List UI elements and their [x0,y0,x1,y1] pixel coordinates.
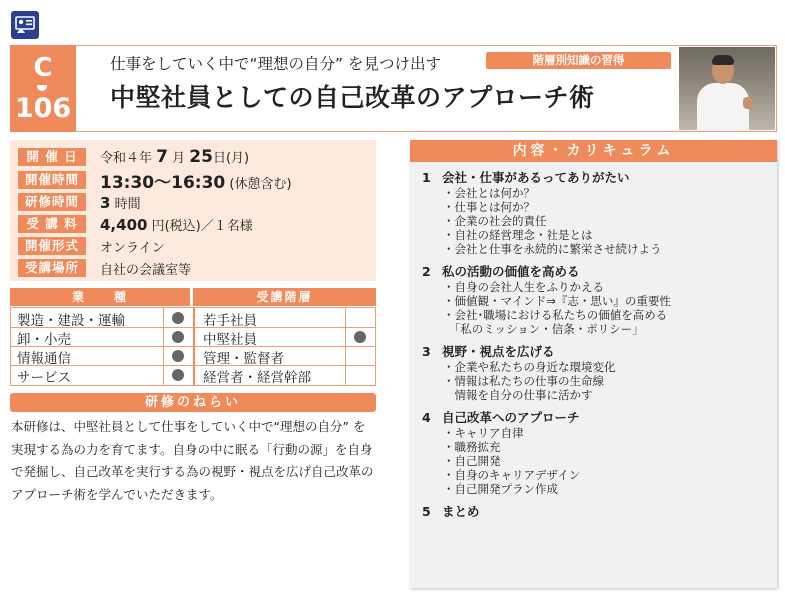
level-cell: 中堅社員 [203,332,257,348]
aim-text [11,416,377,506]
industry-header: 業 種 [10,288,190,306]
level-cell: 経営者・経営幹部 [203,370,311,386]
hours-unit: 時間 [114,196,141,212]
curriculum-item: ・企業や私たちの身近な環境変化 [443,360,616,374]
time-range: 13:30～16:30 [100,172,226,193]
info-row-place [18,259,191,277]
info-row-hours [18,193,141,211]
presentation-icon [11,11,39,39]
course-subtitle: 仕事をしていく中で“理想の自分” を見つけ出す [110,55,441,73]
info-row-date [18,148,249,166]
curriculum-item: ・企業の社会的責任 [443,214,547,228]
instructor-photo [679,47,775,130]
level-mark [354,331,366,343]
industry-mark [172,369,184,381]
badge-notch [37,85,47,91]
curriculum-item: ・仕事とは何か？ [443,200,535,214]
curriculum-header: 内容・カリキュラム [410,140,777,162]
fee-label: 受 講 料 [18,215,86,233]
curriculum-item: ・自社の経営理念・社是とは [443,228,593,242]
hours-value [100,193,141,212]
level-cell: 若手社員 [203,313,257,329]
industry-cell: 情報通信 [17,351,71,367]
aim-line: 実現する為の力を育てます。自身の中に眠る「行動の源」を自身 [11,441,373,457]
curriculum-item: ・自己開発プラン作成 [443,482,558,496]
curriculum-section-title: 2 私の活動の価値を高める [422,264,580,279]
fee-unit: 円(税込)／１名様 [151,218,253,234]
place-label: 受講場所 [18,259,86,277]
date-era: 令和４年 [100,151,153,166]
industry-cell: 製造・建設・運輸 [17,313,125,329]
curriculum-item: ・自身のキャリアデザイン [443,468,581,482]
industry-mark [172,312,184,324]
curriculum-item: 「私のミッション・信条・ポリシー」 [443,322,644,336]
curriculum-section-title: 4 自己改革へのアプローチ [422,410,580,425]
aim-line: で発掘し、自己改革を実行する為の視野・視点を広げ自己改革の [11,464,374,479]
course-code-letter: C [33,53,53,83]
curriculum-item: ・価値観・マインド⇒『志・思い』の重要性 [443,294,671,308]
format-label: 開催形式 [18,237,86,255]
time-value [100,168,292,193]
place-value: 自社の会議室等 [100,262,192,278]
date-value [100,147,249,167]
industry-level-table [10,307,376,386]
aim-line: 本研修は、中堅社員として仕事をしていく中で“理想の自分” を [11,419,366,434]
curriculum-item: ・自身の会社人生をふりかえる [443,280,604,294]
fee-number: 4,400 [100,215,148,234]
date-month: 7 [156,147,168,167]
curriculum-section-title: 1 会社・仕事があるってありがたい [422,170,630,185]
curriculum-item: ・情報は私たちの仕事の生命線 [443,374,604,388]
hours-label: 研修時間 [18,193,86,211]
curriculum-item: ・職務拡充 [443,440,501,454]
format-value: オンライン [100,240,165,256]
curriculum-item: ・自己開発 [443,454,501,468]
date-month-unit: 月 [172,151,186,166]
date-label: 開 催 日 [18,148,86,166]
fee-value [100,215,253,234]
aim-header: 研修のねらい [10,393,376,412]
time-note: (休憩含む) [229,176,292,192]
info-row-time [18,171,292,193]
date-day: 25 [189,147,213,167]
curriculum-item: ・会社･職場における私たちの価値を高める [443,308,668,322]
info-row-fee [18,215,253,233]
course-code-number: 106 [14,93,72,124]
hours-number: 3 [100,193,111,212]
info-row-format [18,237,165,255]
course-code-badge [10,45,76,132]
course-title: 中堅社員としての自己改革のアプローチ術 [110,83,595,112]
curriculum-item: 情報を自分の仕事に活かす [443,388,593,402]
level-header: 受講階層 [193,288,376,306]
industry-mark [172,350,184,362]
curriculum-item: ・キャリア自律 [443,426,524,440]
industry-mark [172,331,184,343]
level-cell: 管理・監督者 [203,351,284,367]
curriculum-item: ・会社とは何か？ [443,186,535,200]
industry-cell: 卸・小売 [17,332,71,348]
industry-cell: サービス [17,370,71,386]
curriculum-section-title: 5 まとめ [422,504,480,519]
curriculum-item: ・会社と仕事を永続的に繁栄させ続けよう [443,242,662,256]
aim-line: アプローチ術を学んでいただきます。 [11,486,223,502]
time-label: 開催時間 [18,171,86,189]
category-badge: 階層別知識の習得 [486,52,671,69]
curriculum-section-title: 3 視野・視点を広げる [422,344,555,359]
date-day-unit: 日(月) [212,151,250,166]
